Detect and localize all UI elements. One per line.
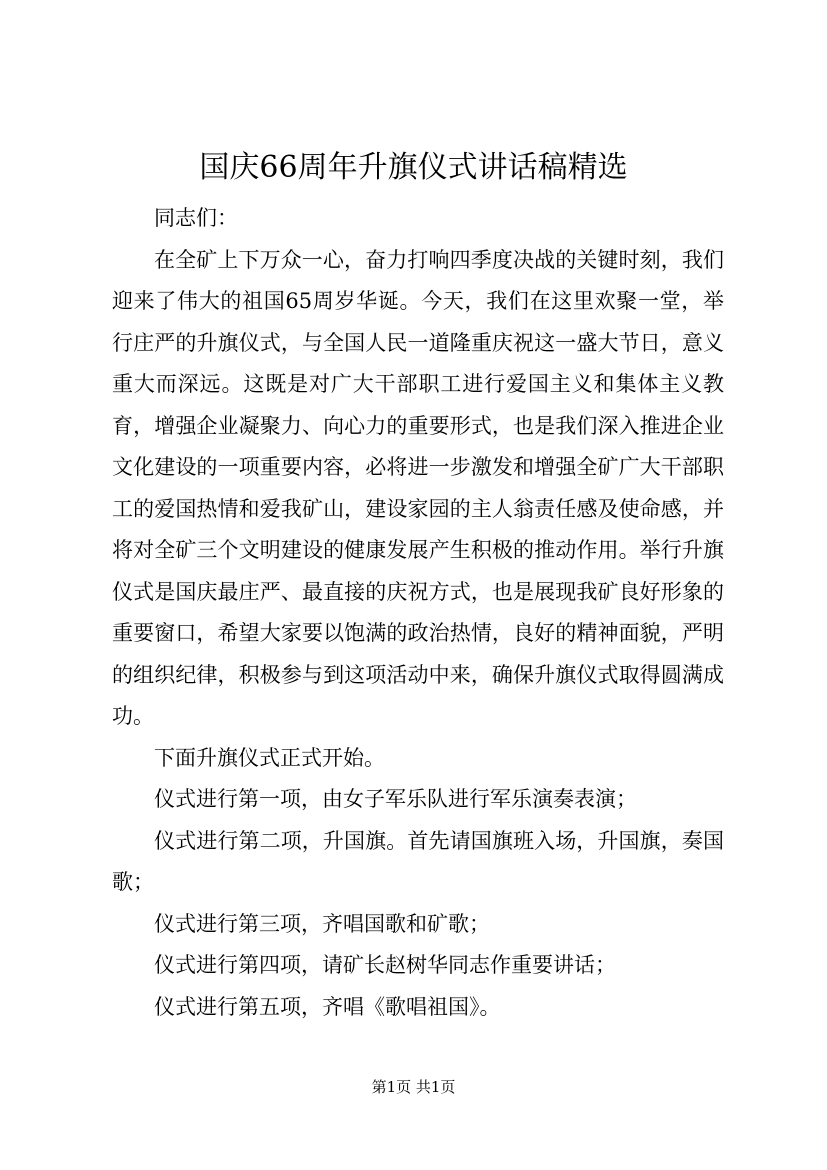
- ceremony-item-2: 仪式进行第二项，升国旗。首先请国旗班入场，升国旗，奏国歌；: [112, 828, 724, 894]
- ceremony-item-3: 仪式进行第三项，齐唱国歌和矿歌；: [154, 911, 490, 936]
- ceremony-start-paragraph: 下面升旗仪式正式开始。: [154, 745, 385, 770]
- main-speech-paragraph: 在全矿上下万众一心，奋力打响四季度决战的关键时刻，我们迎来了伟大的祖国65周岁华诞。今天，我们在这里欢聚一堂，举行庄严的升旗仪式，与全国人民一道隆重庆祝这一盛大节日，意义重大而深远。这既是对广大干部职工进行爱国主义和集体主义教育，增强企业凝聚力、向心力的重要形式，也是我们深入推进企业文化建设的一项重要内容，必将进一步激发和增强全矿广大干部职工的爱国热情和爱我矿山，建设家园的主人翁责任感及使命感，并将对全矿三个文明建设的健康发展产生积极的推动作用。举行升旗仪式是国庆最庄严、最直接的庆祝方式，也是展现我矿良好形象的重要窗口，希望大家要以饱满的政治热情，良好的精神面貌，严明的组织纪律，积极参与到这项活动中来，确保升旗仪式取得圆满成功。: [112, 247, 724, 728]
- document-title: 国庆66周年升旗仪式讲话稿精选: [199, 150, 628, 185]
- ceremony-item-4: 仪式进行第四项，请矿长赵树华同志作重要讲话；: [154, 953, 616, 977]
- ceremony-item-5: 仪式进行第五项，齐唱《歌唱祖国》。: [154, 994, 501, 1019]
- document-body: [112, 198, 724, 1028]
- ceremony-item-1: 仪式进行第一项，由女子军乐队进行军乐演奏表演；: [154, 787, 637, 811]
- page-number-footer: 第1页 共1页: [371, 1078, 456, 1096]
- salutation-paragraph: 同志们：: [154, 206, 238, 230]
